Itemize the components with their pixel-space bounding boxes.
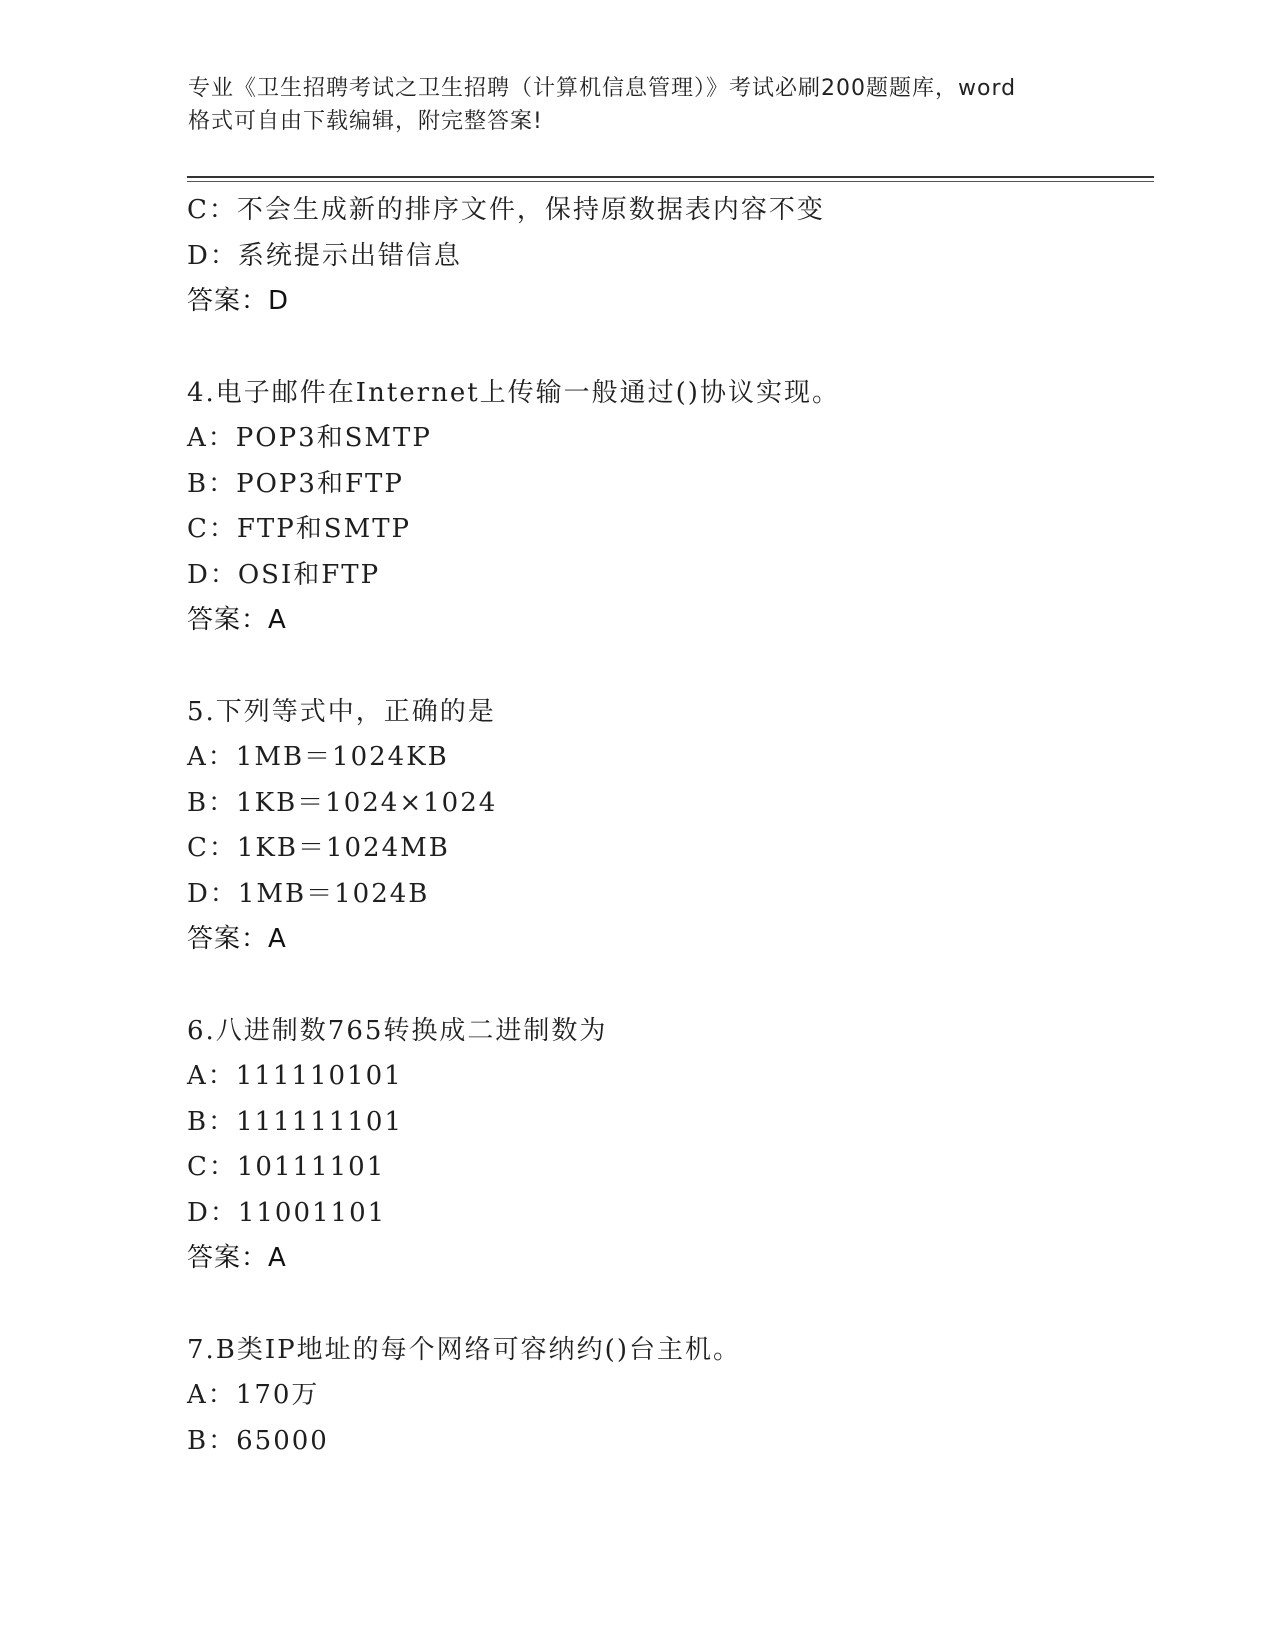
option-d: D：1MB＝1024B [187,878,430,909]
option-b: B：1KB＝1024×1024 [187,787,498,818]
question-5 [187,690,1147,963]
spacer [187,325,1147,371]
header-divider-thick [187,176,1154,178]
option-b: B：65000 [187,1425,329,1456]
option-a: A：111110101 [187,1061,403,1091]
document-header [188,72,1108,138]
answer: 答案：A [187,924,287,954]
question-text: 5.下列等式中，正确的是 [187,696,496,727]
option-a: A：POP3和SMTP [187,423,432,453]
answer: 答案：A [187,605,287,635]
option-a: A：1MB＝1024KB [187,742,449,772]
answer: 答案：D [187,286,290,316]
answer: 答案：A [187,1243,287,1273]
option-c: C：10111101 [187,1152,386,1182]
question-text: 7.B类IP地址的每个网络可容纳约()台主机。 [187,1334,741,1365]
header-line-2: 格式可自由下载编辑，附完整答案! [188,109,543,134]
question-list [187,188,1147,1464]
option-d: D：系统提示出错信息 [187,240,462,271]
question-7 [187,1328,1147,1465]
question-4 [187,371,1147,644]
question-text: 6.八进制数765转换成二进制数为 [187,1015,608,1046]
option-c: C：FTP和SMTP [187,514,412,544]
option-b: B：POP3和FTP [187,468,404,499]
option-b: B：111111101 [187,1106,403,1137]
header-divider-thin [187,181,1154,182]
question-3-tail [187,188,1147,325]
spacer [187,644,1147,690]
header-line-1: 专业《卫生招聘考试之卫生招聘（计算机信息管理）》考试必刷200题题库，word [188,76,1017,101]
option-d: D：11001101 [187,1197,387,1228]
spacer [187,963,1147,1009]
option-c: C：1KB＝1024MB [187,833,450,863]
option-a: A：170万 [187,1380,320,1410]
question-6 [187,1009,1147,1282]
option-d: D：OSI和FTP [187,559,381,590]
spacer [187,1282,1147,1328]
option-c: C：不会生成新的排序文件，保持原数据表内容不变 [187,195,825,225]
question-text: 4.电子邮件在Internet上传输一般通过()协议实现。 [187,377,840,408]
